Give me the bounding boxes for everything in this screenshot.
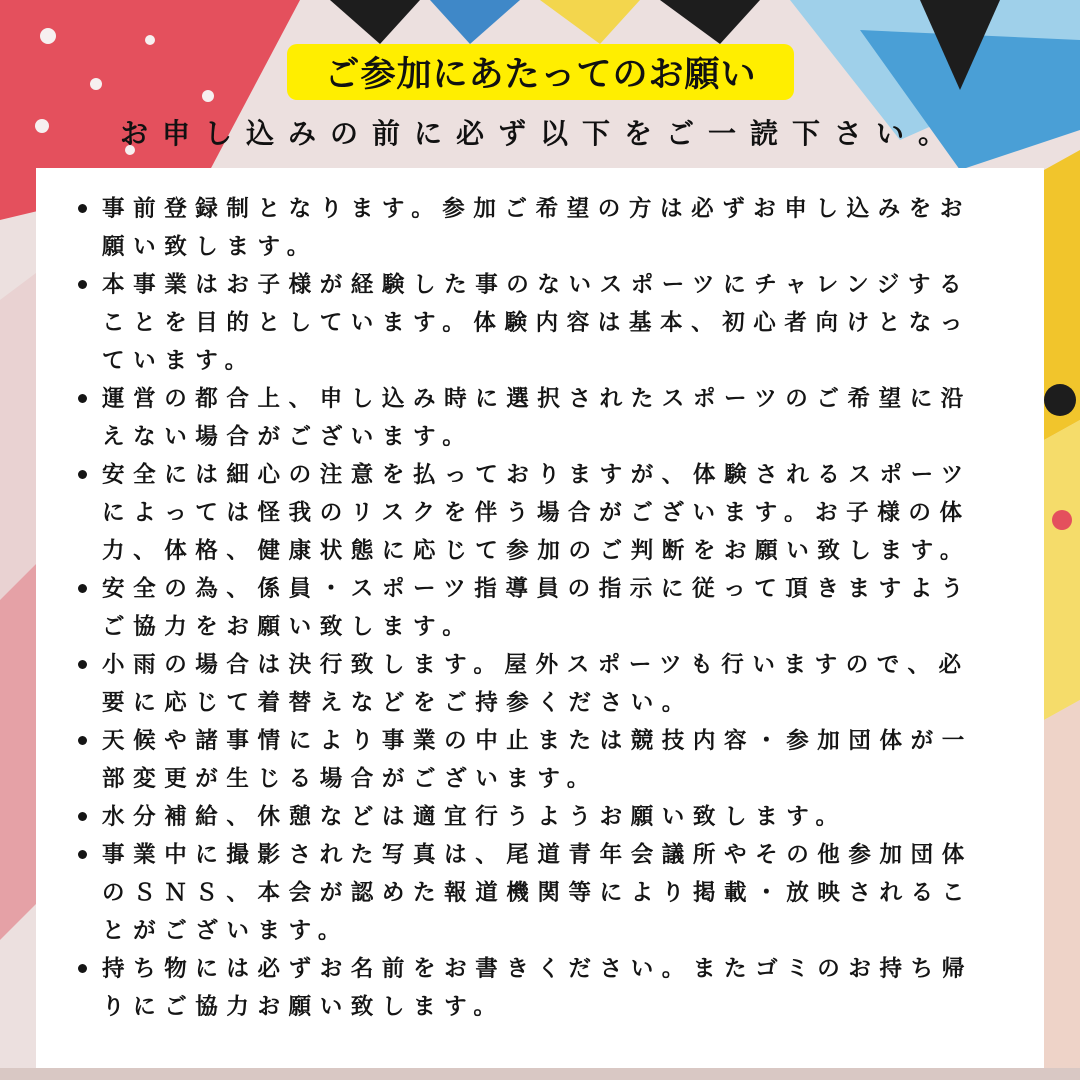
bullet-icon [78,964,87,973]
bullet-icon [78,394,87,403]
list-item [72,798,992,836]
list-item [72,456,992,570]
note-text: 天候や諸事情により事業の中止または競技内容・参加団体が一部変更が生じる場合がございます。 [102,728,973,792]
list-item [72,836,992,950]
list-item [72,950,992,1026]
list-item [72,190,992,266]
bullet-icon [78,850,87,859]
page-subtitle: お申し込みの前に必ず以下をご一読下さい。 [119,117,960,150]
bullet-icon [78,280,87,289]
note-text: 水分補給、休憩などは適宜行うようお願い致します。 [102,804,847,830]
notes-list [72,190,992,1026]
title-badge [287,44,794,100]
note-text: 事前登録制となります。参加ご希望の方は必ずお申し込みをお願い致します。 [102,196,972,260]
page-title: ご参加にあたってのお願い [324,55,757,95]
note-text: 安全には細心の注意を払っておりますが、体験されるスポーツによっては怪我のリスクを伴う場合がございます。お子様の体力、体格、健康状態に応じて参加のご判断をお願い致します。 [102,462,972,564]
bullet-icon [78,584,87,593]
note-text: 事業中に撮影された写真は、尾道青年会議所やその他参加団体のＳＮＳ、本会が認めた報道機関等により掲載・放映されることがございます。 [102,842,973,944]
list-item [72,380,992,456]
bullet-icon [78,470,87,479]
bullet-icon [78,660,87,669]
list-item [72,646,992,722]
bullet-icon [78,736,87,745]
note-text: 安全の為、係員・スポーツ指導員の指示に従って頂きますようご協力をお願い致します。 [102,576,972,640]
bullet-icon [78,812,87,821]
note-text: 持ち物には必ずお名前をお書きください。またゴミのお持ち帰りにご協力お願い致します。 [102,956,973,1020]
note-text: 小雨の場合は決行致します。屋外スポーツも行いますので、必要に応じて着替えなどをご持参ください。 [102,652,970,716]
list-item [72,570,992,646]
list-item [72,722,992,798]
bullet-icon [78,204,87,213]
note-text: 本事業はお子様が経験した事のないスポーツにチャレンジすることを目的としています。体験内容は基本、初心者向けとなっています。 [102,272,972,374]
list-item [72,266,992,380]
note-text: 運営の都合上、申し込み時に選択されたスポーツのご希望に沿えない場合がございます。 [102,386,972,450]
